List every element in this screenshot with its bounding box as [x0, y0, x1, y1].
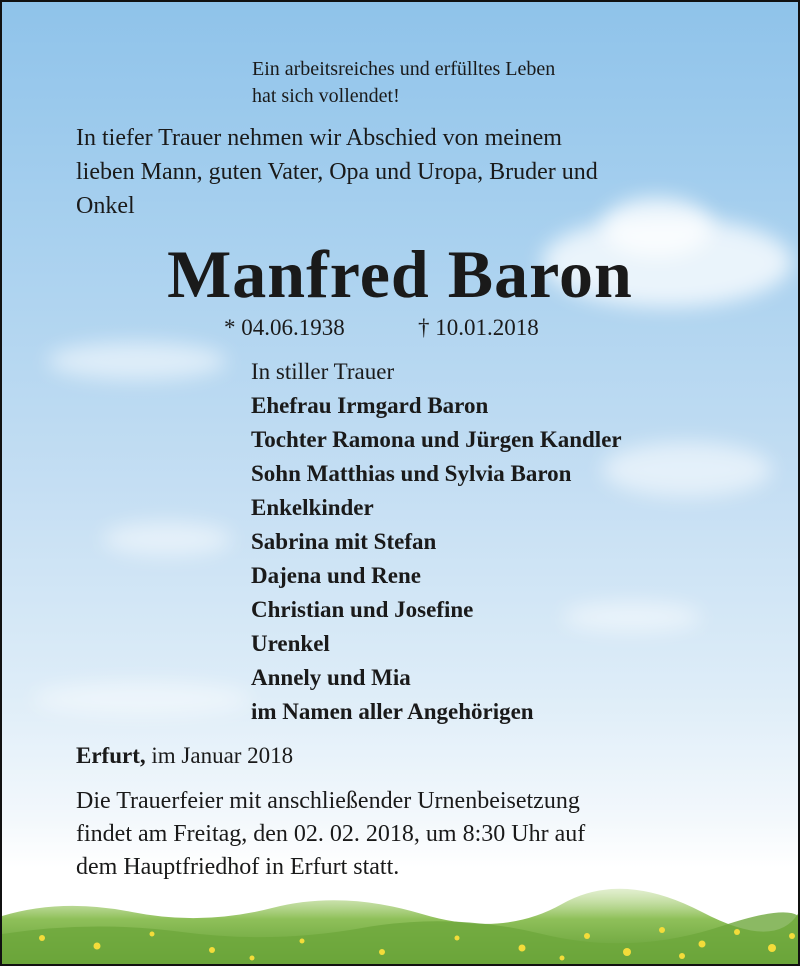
mourner-line: Dajena und Rene [251, 563, 421, 588]
mourner-line: Sohn Matthias und Sylvia Baron [251, 461, 572, 486]
mourners-heading: In stiller Trauer [251, 359, 395, 384]
cloud-decoration [47, 342, 227, 380]
service-line: findet am Freitag, den 02. 02. 2018, um 8:30 Uhr auf [76, 821, 586, 847]
birth-date: * 04.06.1938 [224, 315, 345, 340]
place-date [76, 740, 293, 772]
intro-line: lieben Mann, guten Vater, Opa und Uropa, Bruder und [76, 159, 598, 185]
place-month: im Januar 2018 [151, 743, 294, 768]
motto-line: hat sich vollendet! [252, 85, 400, 107]
mourner-line: Ehefrau Irmgard Baron [251, 393, 489, 418]
meadow-decoration [2, 886, 800, 964]
mourner-line: Enkelkinder [251, 495, 374, 520]
place-city: Erfurt, [76, 743, 146, 768]
mourner-line: Sabrina mit Stefan [251, 529, 437, 554]
service-line: Die Trauerfeier mit anschließender Urnenbeisetzung [76, 788, 580, 814]
mourner-line: Urenkel [251, 631, 330, 656]
motto-line: Ein arbeitsreiches und erfülltes Leben [252, 58, 556, 80]
deceased-name: Manfred Baron [167, 236, 633, 312]
cloud-decoration [32, 682, 252, 716]
cloud-decoration [102, 522, 232, 556]
mourner-line: Christian und Josefine [251, 597, 474, 622]
intro-line: In tiefer Trauer nehmen wir Abschied von meinem [76, 125, 562, 151]
cloud-decoration [562, 602, 702, 632]
service-line: dem Hauptfriedhof in Erfurt statt. [76, 854, 400, 880]
mourner-line: im Namen aller Angehörigen [251, 699, 534, 724]
cloud-decoration [602, 442, 772, 497]
mourner-line: Tochter Ramona und Jürgen Kandler [251, 427, 622, 452]
death-date: † 10.01.2018 [418, 315, 539, 340]
intro-line: Onkel [76, 193, 135, 219]
mourner-line: Annely und Mia [251, 665, 411, 690]
